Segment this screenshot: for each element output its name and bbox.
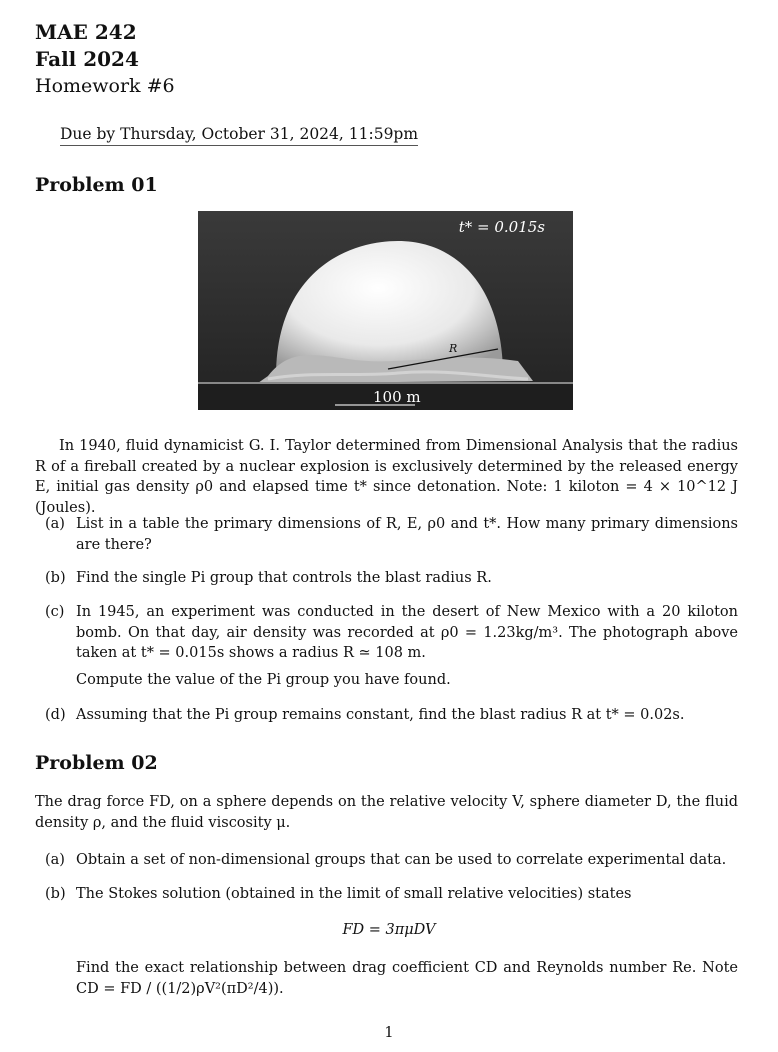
part-text: Obtain a set of non-dimensional groups that can be used to correlate experimental data.	[76, 852, 727, 868]
part-text: List in a table the primary dimensions of R, E, ρ0 and t*. How many primary dimensions are there?	[76, 516, 738, 553]
problem-1-part-b	[45, 568, 738, 589]
term: Fall 2024	[35, 47, 139, 71]
problem-1-part-d	[45, 705, 738, 726]
problem-2-part-b	[45, 884, 738, 905]
problem-2-title: Problem 02	[35, 752, 158, 774]
time-label: t* = 0.015s	[458, 218, 545, 236]
page-number: 1	[384, 1025, 394, 1041]
radius-label: R	[449, 342, 458, 355]
part-text: In 1945, an experiment was conducted in the desert of New Mexico with a 20 kiloton bomb. On that day, air density was recorded at ρ0 = 1.23kg/m³. The photograph above taken at t* = 0.015s shows a radius R ≃ 108 m.	[76, 604, 738, 661]
note-text: Find the exact relationship between drag coefficient CD and Reynolds number Re. Note CD = FD / ((1/2)ρV²(πD²/4)).	[76, 960, 738, 997]
fireball-illustration	[198, 211, 573, 410]
part-label: (a)	[45, 516, 65, 532]
part-extra: Compute the value of the Pi group you have found.	[76, 671, 451, 688]
problem-1-title: Problem 01	[35, 174, 158, 196]
problem-2-note	[45, 958, 738, 999]
course-code: MAE 242	[35, 20, 137, 44]
part-label: (a)	[45, 852, 65, 868]
stokes-equation: FD = 3πμDV	[342, 922, 436, 938]
problem-2-part-a	[45, 850, 738, 871]
part-text: Find the single Pi group that controls the blast radius R.	[76, 570, 492, 586]
problem-1-intro: In 1940, fluid dynamicist G. I. Taylor determined from Dimensional Analysis that the radius R of a fireball created by a nuclear explosion is exclusively determined by the released energy E, initial gas density ρ0 and elapsed time t* since detonation. Note: 1 kiloton = 4 × 10^12 J (Joules).	[35, 438, 738, 516]
fireball-photo	[198, 211, 573, 410]
assignment-title: Homework #6	[35, 75, 175, 97]
problem-2-intro: The drag force FD, on a sphere depends on the relative velocity V, sphere diameter D, the fluid density ρ, and the fluid viscosity μ.	[35, 794, 738, 831]
problem-1-part-a	[45, 514, 738, 555]
due-date: Due by Thursday, October 31, 2024, 11:59pm	[60, 125, 418, 146]
part-label: (b)	[45, 886, 66, 902]
part-label: (b)	[45, 570, 66, 586]
part-text: The Stokes solution (obtained in the limit of small relative velocities) states	[76, 886, 632, 902]
scale-label: 100 m	[373, 388, 421, 406]
part-label: (d)	[45, 707, 66, 723]
problem-1-part-c	[45, 602, 738, 690]
part-text: Assuming that the Pi group remains constant, find the blast radius R at t* = 0.02s.	[76, 707, 685, 723]
part-label: (c)	[45, 604, 65, 620]
